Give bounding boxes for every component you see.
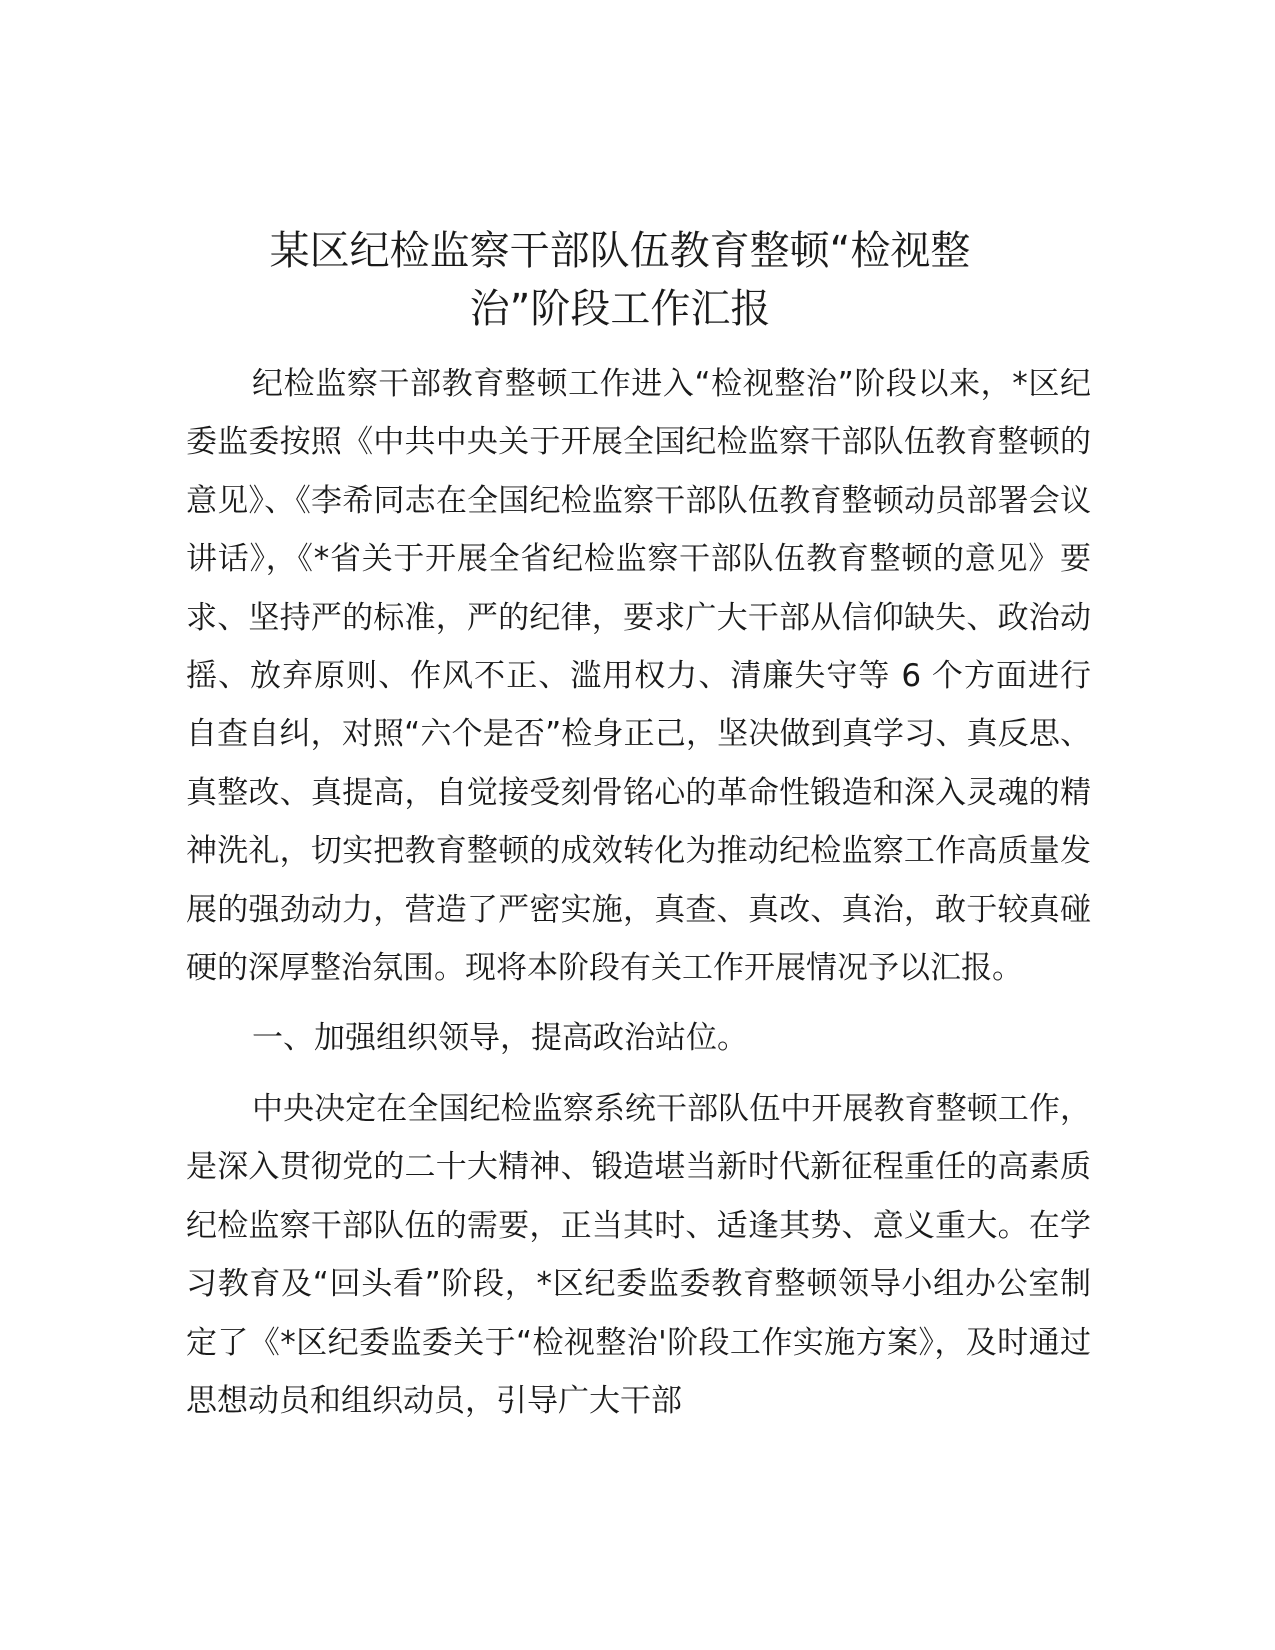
- section-heading-1: 一、加强组织领导，提高政治站位。: [252, 1020, 748, 1057]
- title-line-2: 治”阶段工作汇报: [469, 286, 771, 332]
- title-line-1: 某区纪检监察干部队伍教育整顿“检视整: [269, 228, 971, 274]
- document-title: [190, 222, 1050, 338]
- document-body: [186, 355, 1091, 1430]
- intro-paragraph: 纪检监察干部教育整顿工作进入“检视整治”阶段以来，*区纪委监委按照《中共中央关于开展全国纪检监察干部队伍教育整顿的意见》、《李希同志在全国纪检监察干部队伍教育整顿动员部署会议讲话》，《*省关于开展全省纪检监察干部队伍教育整顿的意见》要求、坚持严的标准，严的纪律，要求广大干部从信仰缺失、政治动摇、放弃原则、作风不正、滥用权力、清廉失守等 6 个方面进行自查自纠，对照“六个是否”检身正己，坚决做到真学习、真反思、真整改、真提高，自觉接受刻骨铭心的革命性锻造和深入灵魂的精神洗礼，切实把教育整顿的成效转化为推动纪检监察工作高质量发展的强劲动力，营造了严密实施，真查、真改、真治，敢于较真碰硬的深厚整治氛围。现将本阶段有关工作开展情况予以汇报。: [186, 366, 1091, 987]
- section-1-paragraph: 中央决定在全国纪检监察系统干部队伍中开展教育整顿工作，是深入贯彻党的二十大精神、锻造堪当新时代新征程重任的高素质纪检监察干部队伍的需要，正当其时、适逢其势、意义重大。在学习教育及“回头看”阶段，*区纪委监委教育整顿领导小组办公室制定了《*区纪委监委关于“检视整治'阶段工作实施方案》，及时通过思想动员和组织动员，引导广大干部: [186, 1090, 1091, 1419]
